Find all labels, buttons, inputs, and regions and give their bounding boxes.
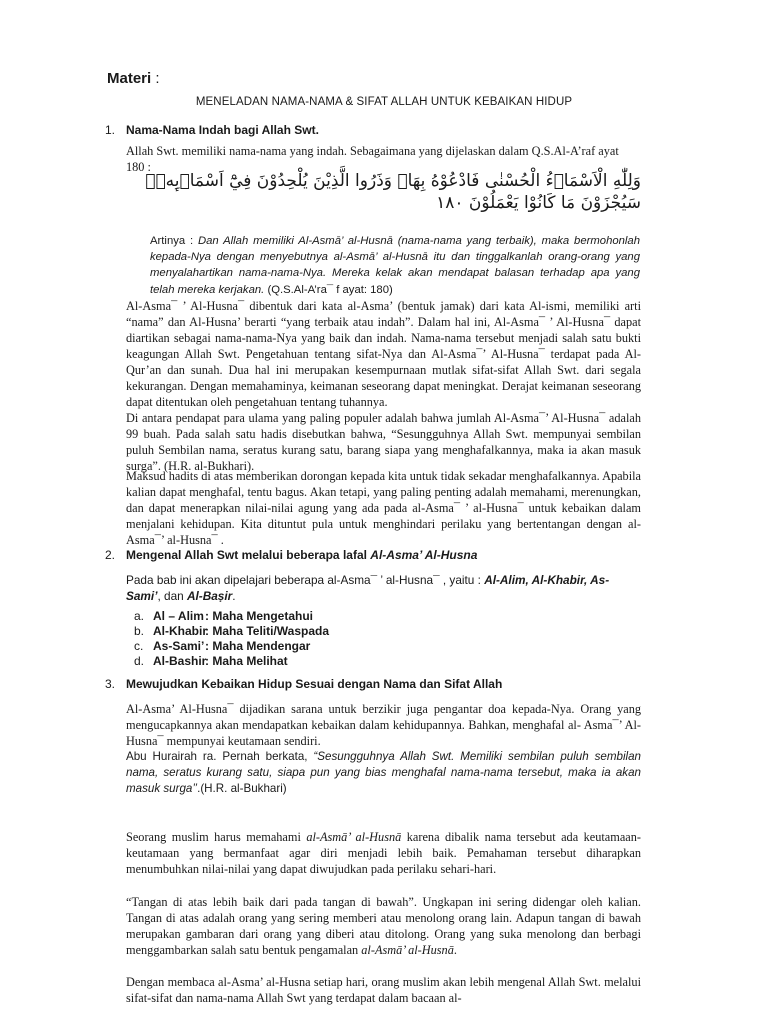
section-1-heading: 1. Nama-Nama Indah bagi Allah Swt. xyxy=(105,123,319,137)
section-2-heading: 2. Mengenal Allah Swt melalui beberapa lafal Al-Asma’ Al-Husna xyxy=(105,548,478,562)
hadith-quote: Abu Hurairah ra. Pernah berkata, “Sesungguhnya Allah Swt. Memiliki sembilan puluh sembilan nama, seratus kurang satu, siapa pun yang bias menghafal nama-nama tersebut, maka ia akan masuk surga’’.(H.R. al-Bukhari) xyxy=(126,750,641,795)
arabic-verse: وَلِلّٰهِ الْاَسْمَاۤءُ الْحُسْنٰى فَادْعُوْهُ بِهَاۖ وَذَرُوا الَّذِيْنَ يُلْحِدُوْنَ فِيْٓ اَسْمَاۤىِٕهٖۗ سَيُجْزَوْنَ مَا كَانُوْا يَعْمَلُوْنَ ١٨٠ xyxy=(145,171,641,213)
materi-label: Materi : xyxy=(107,70,160,87)
page-title: MENELADAN NAMA-NAMA & SIFAT ALLAH UNTUK KEBAIKAN HIDUP xyxy=(195,96,573,108)
artinya-translation: Artinya : Dan Allah memiliki Al-Asmā’ al-Husnā (nama-nama yang terbaik), maka bermohonlah kepada-Nya dengan menyebutnya al-Asmā’ al-Husnā itu dan tinggalkanlah orang-orang yang menyalahartikan nama-nama-Nya. Mereka kelak akan mendapat balasan terhadap apa yang telah mereka kerjakan. (Q.S.Al-A’ra¯ f ayat: 180) xyxy=(150,235,640,296)
section-1-paragraph-1: Al-Asma¯ ’ Al-Husna¯ dibentuk dari kata al-Asma’ (bentuk jamak) dari kata Al-ismi, memiliki arti “nama” dan Al-Husna’ berarti “yang terbaik atau indah”. Dalam hal ini, Al-Asma¯ ’ Al-Husna¯ dapat diartikan sebagai nama-nama-Nya yang baik dan indah. Nama-nama tersebut menjadi salah satu bukti keagungan Allah Swt. Pengetahuan tentang sifat-Nya dan Al-Asma¯’ Al-Husna¯ terdapat pada Al-Qur’an dan sunah. Dua hal ini merupakan kesempurnaan mutlak sifat-sifat Allah Swt. dari segala kekurangan. Dengan memahaminya, keimanan seseorang dapat meningkat. Derajat keimanan seseorang dapat ditentukan oleh pengetahuan tentang tuhannya. Di antara pendapat para ulama yang paling populer adalah bahwa jumlah Al-Asma¯’ Al-Husna¯ adalah 99 buah. Pada salah satu hadis disebutkan bahwa, “Sesungguhnya Allah Swt. mempunyai sembilan puluh Sembilan nama, seratus kurang satu, barang siapa yang menghafalkannya, maka ia akan masuk surga”. (H.R. al-Bukhari). xyxy=(126,299,641,473)
section-3-paragraph-4: Dengan membaca al-Asma’ al-Husna setiap hari, orang muslim akan lebih mengenal Allah Swt. melalui sifat-sifat dan nama-nama Allah Swt yang terdapat dalam bacaan al- xyxy=(126,975,641,1005)
list-item: a. Al – Alim : Maha Mengetahui xyxy=(134,609,314,623)
section-2-intro: Pada bab ini akan dipelajari beberapa al-Asma¯ ’ al-Husna¯ , yaitu : Al-Alim, Al-Khabir, As-Sami’, dan Al-Baṣir. xyxy=(126,573,610,603)
section-3-paragraph-3: “Tangan di atas lebih baik dari pada tangan di bawah”. Ungkapan ini sering didengar oleh kalian. Tangan di atas adalah orang yang sering memberi atau menolong orang lain. Adapun tangan di bawah merupakan gambaran dari orang yang diberi atau ditolong. Orang yang suka menolong dan berbagi menggambarkan salah satu bentuk pengamalan al-Asmā’ al-Husnā. xyxy=(126,895,641,957)
section-3-paragraph-1: Al-Asma’ Al-Husna¯ dijadikan sarana untuk berzikir juga pengantar doa kepada-Nya. Orang yang mengucapkannya akan mendapatkan kebaikan dalam kehidupannya. Bahkan, menghafal al- Asma¯’ Al-Husna¯ mempunyai keutamaan sendiri. xyxy=(126,702,641,748)
list-item: c. As-Sami’ : Maha Mendengar xyxy=(134,639,311,653)
section-1-paragraph-3: Maksud hadits di atas memberikan dorongan kepada kita untuk tidak sekadar menghafalkannya. Apabila kalian dapat menghafal, tentu bagus. Akan tetapi, yang paling penting adalah memahami, merenungkan, dan dapat menerapkan nilai-nilai agung yang ada pada al-Asma¯ ’ al-Husna¯ untuk kebaikan dalam menjalani kehidupan. Kita dituntut pula untuk menghindari perilaku yang bertentangan dengan al-Asma¯’ al-Husna¯ . xyxy=(126,469,641,547)
asmaul-husna-list xyxy=(134,609,453,669)
section-1-intro: Allah Swt. memiliki nama-nama yang indah. Sebagaimana yang dijelaskan dalam Q.S.Al-A’raf ayat 180 : xyxy=(126,144,619,174)
section-3-heading: 3. Mewujudkan Kebaikan Hidup Sesuai dengan Nama dan Sifat Allah xyxy=(105,677,503,691)
list-item: d. Al-Bashir : Maha Melihat xyxy=(134,654,288,668)
list-item: b. Al-Khabir : Maha Teliti/Waspada xyxy=(134,624,330,638)
section-3-paragraph-2: Seorang muslim harus memahami al-Asmā’ al-Husnā karena dibalik nama tersebut ada keutamaan-keutamaan yang bermanfaat agar diri menjadi lebih baik. Pemahaman tersebut diharapkan menumbuhkan nilai-nilai yang dapat diwujudkan pada perilaku sehari-hari. xyxy=(126,830,641,876)
